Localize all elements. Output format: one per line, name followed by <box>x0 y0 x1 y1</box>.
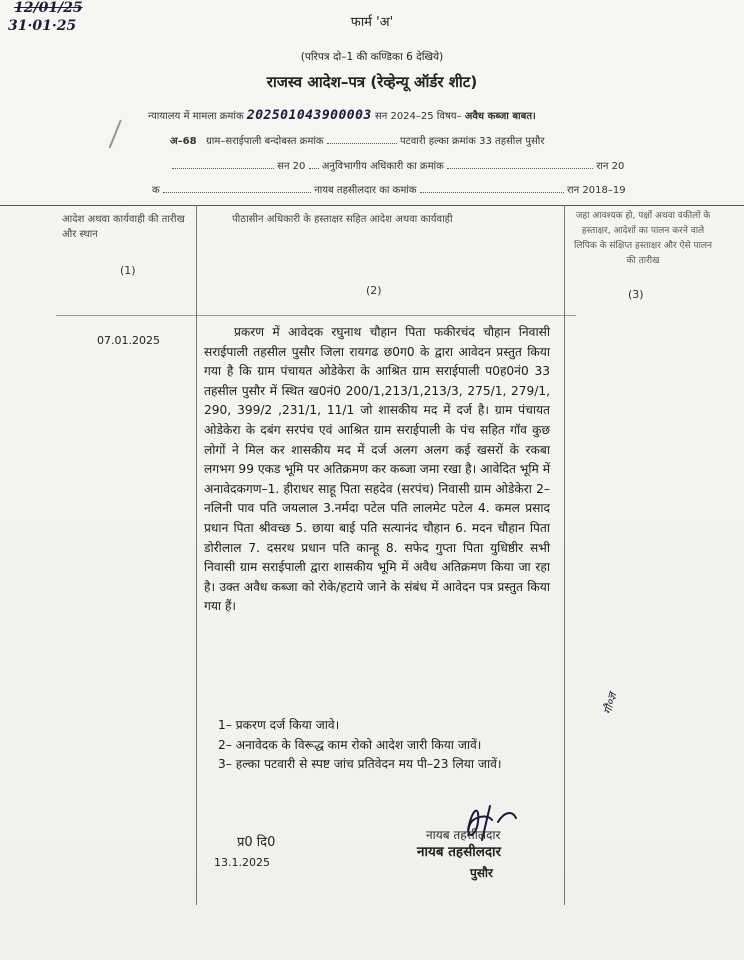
patwari-halka: पटवारी हल्का क्रमांक 33 तहसील पुसौर <box>399 136 545 147</box>
col-divider-1 <box>196 205 197 905</box>
next-hearing-date: 13.1.2025 <box>214 856 270 869</box>
col1-header: आदेश अथवा कार्यवाही की तारीख और स्थान <box>62 214 185 240</box>
line4-end: रान 2018–19 <box>566 185 626 196</box>
settlement-blank <box>327 143 397 144</box>
table-top-rule <box>0 205 744 206</box>
stamp-designation: नायब तहसीलदार <box>426 828 501 842</box>
meta-line-4 <box>152 182 626 196</box>
blank-1 <box>172 168 274 169</box>
stamp-place: पुसौर <box>470 866 493 880</box>
blank-3 <box>447 168 593 169</box>
naib-number: नायब तहसीलदार का कमांक <box>314 185 417 196</box>
col2-number: (2) <box>366 284 382 297</box>
col2-header: पीठासीन अधिकारी के हस्ताक्षर सहित आदेश अथवा कार्यवाही <box>232 214 453 225</box>
blank-2 <box>309 168 319 169</box>
meta-line-1 <box>148 108 536 123</box>
pra-di-label: प्र0 दि0 <box>237 835 276 850</box>
case-subject: अवैध कब्जा बाबत। <box>464 111 536 122</box>
pencil-mark <box>109 120 128 151</box>
line4-prefix: क <box>152 185 160 196</box>
stamp-designation-bold: नायब तहसीलदार <box>417 844 502 860</box>
table-header-rule <box>56 315 576 316</box>
col3-number: (3) <box>628 288 644 301</box>
col1-number: (1) <box>120 264 136 277</box>
col3-header: जहा आवश्यक हो, पक्षों अथवा वकीलों के हस्ताक्षर, आदेशों का पालन करने वाले लिपिक के संक्षिप्त हस्ताक्षर और ऐसे पालन की तारीख <box>574 211 712 266</box>
blank-4 <box>163 192 311 193</box>
case-number: 202501043900003 <box>246 108 372 123</box>
circular-reference: (परिपत्र दो–1 की कण्डिका 6 देखिये) <box>300 51 444 63</box>
case-code: अ–68 <box>170 136 197 147</box>
order-list <box>204 716 550 775</box>
order-item: 2– अनावेदक के विरूद्ध काम रोको आदेश जारी किया जावें। <box>218 737 482 752</box>
handwritten-date-note: 31·01·25 <box>8 18 77 34</box>
year-field: सन 20 <box>277 161 306 172</box>
form-label: फार्म 'अ' <box>350 15 394 30</box>
order-item: 3– हल्का पटवारी से स्पष्ट जांच प्रतिवेदन मय पी–23 लिया जावें। <box>218 757 502 772</box>
meta-line-3 <box>172 158 624 172</box>
case-session: सन 2024–25 विषय– <box>374 111 462 122</box>
village-settlement: ग्राम–सराईपाली बन्दोबस्त क्रमांक <box>206 136 324 147</box>
entry-date: 07.01.2025 <box>97 334 160 347</box>
handwritten-top-note: 12/01/25 <box>14 0 83 16</box>
order-body: प्रकरण में आवेदक रघुनाथ चौहान पिता फकीरचंद चौहान निवासी सराईपाली तहसील पुसौर जिला रायगढ छ0ग0 के द्वारा आवेदन प्रस्तुत किया गया है कि ग्राम पंचायत ओडेकेरा के आश्रित ग्राम सराईपाली प0ह0नं0 33 तहसील पुसौर में स्थित ख0नं0 200/1,213/1,213/3, 275/1, 279/1, 290, 399/2 ,231/1, 11/1 जो शासकीय मद में दर्ज है। ग्राम पंचायत ओडेकेरा के दबंग सरपंच एवं आश्रित ग्राम सराईपाली के पंच सहित गॉव कुछ लोगों ने मिल कर शासकीय मद में दर्ज अलग अलग कई खसरों के रकबा लगभग 99 एकड भूमि पर अतिक्रमण कर कब्जा जमा रखा है। आवेदित भूमि में अनावेदकगण–1. हीराधर साहू पिता सहदेव (सरपंच) निवासी ग्राम ओडेकेरा 2–नलिनी पाव पति जयलाल 3.नर्मदा पटेल पति लालमेट पटेल 4. कमल प्रसाद प्रधान पिता श्रीवच्छ 5. छाया बाई पति सत्यानंद चौहान 6. मदन चौहान पिता डोरीलाल 7. दसरथ प्रधान पति कान्हू 8. सफेद गुप्ता पिता युधिष्ठीर सभी निवासी ग्राम सराईपाली द्वारा शासकीय भूमि में अवैध अतिक्रमण किया जा रहा है। उक्त अवैध कब्जा को रोके/हटाये जाने के संबंध में आवेदन पत्र प्रस्तुत किया गया हैं। <box>204 325 550 614</box>
meta-line-2 <box>170 133 544 147</box>
document-title: राजस्व आदेश–पत्र (रेव्हेन्यू ऑर्डर शीट) <box>266 73 478 91</box>
order-item: 1– प्रकरण दर्ज किया जावे। <box>218 718 340 732</box>
year-end: रान 20 <box>596 161 625 172</box>
side-initial: गौ०ज्ञ <box>600 691 620 716</box>
sdo-number: अनुविभागीय अधिकारी का क्रमांक <box>321 161 444 172</box>
case-prefix: न्यायालय में मामला क्रमांक <box>148 111 244 122</box>
blank-5 <box>420 192 564 193</box>
